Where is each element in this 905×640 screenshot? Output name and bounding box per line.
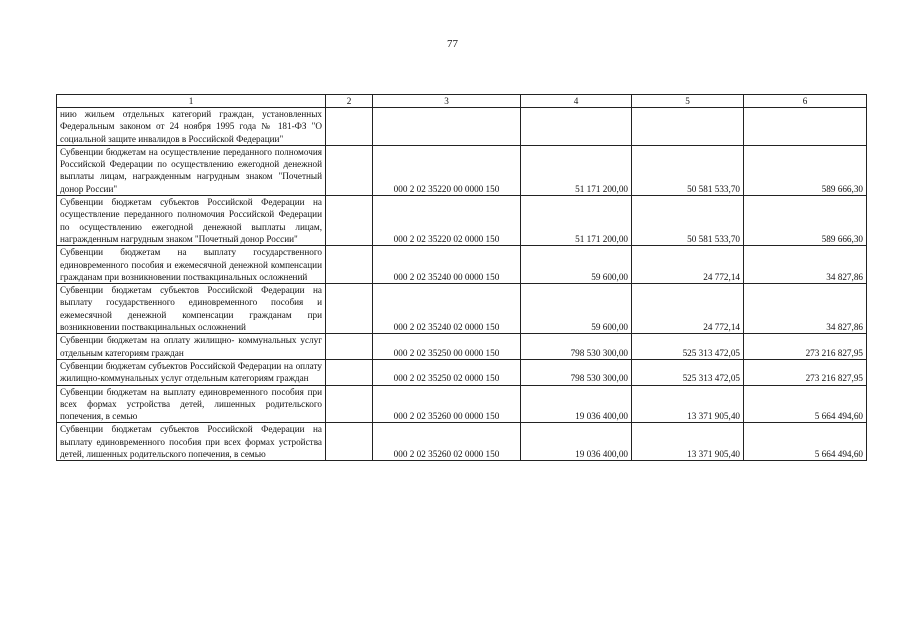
row-col2 — [326, 145, 373, 195]
row-value-6: 273 216 827,95 — [744, 359, 867, 385]
table-row — [57, 423, 867, 461]
table-row — [57, 145, 867, 195]
row-value-4: 51 171 200,00 — [521, 196, 632, 246]
row-value-6: 34 827,86 — [744, 246, 867, 284]
row-description: Субвенции бюджетам на осуществление переданного полномочия Российской Федерации по осуществлению ежегодной денежной выплаты лицам, награжденным нагрудным знаком "Почетный донор России" — [57, 145, 326, 195]
row-col2 — [326, 196, 373, 246]
row-col2 — [326, 423, 373, 461]
row-col2 — [326, 108, 373, 146]
row-value-4: 798 530 300,00 — [521, 334, 632, 360]
row-description: Субвенции бюджетам субъектов Российской Федерации на выплату государственного единовременного пособия и ежемесячной денежной компенсации гражданам при возникновении поствакцинальных осложнений — [57, 284, 326, 334]
row-value-4: 59 600,00 — [521, 284, 632, 334]
row-description: нию жильем отдельных категорий граждан, установленных Федеральным законом от 24 ноября 1995 года № 181-ФЗ "О социальной защите инвалидов в Российской Федерации" — [57, 108, 326, 146]
row-description: Субвенции бюджетам субъектов Российской Федерации на осуществление переданного полномочия Российской Федерации по осуществлению ежегодной денежной выплаты лицам, награжденным нагрудным знаком "Почетный донор России" — [57, 196, 326, 246]
row-description: Субвенции бюджетам субъектов Российской Федерации на оплату жилищно-коммунальных услуг отдельным категориям граждан — [57, 359, 326, 385]
row-value-4: 51 171 200,00 — [521, 145, 632, 195]
row-col2 — [326, 284, 373, 334]
row-code: 000 2 02 35240 02 0000 150 — [373, 284, 521, 334]
row-col2 — [326, 246, 373, 284]
column-header-2: 2 — [326, 95, 373, 108]
budget-table — [56, 94, 867, 461]
row-description: Субвенции бюджетам на выплату единовременного пособия при всех формах устройства детей, лишенных родительского попечения, в семью — [57, 385, 326, 423]
row-col2 — [326, 334, 373, 360]
row-code — [373, 108, 521, 146]
table-row — [57, 284, 867, 334]
row-code: 000 2 02 35260 02 0000 150 — [373, 423, 521, 461]
row-code: 000 2 02 35240 00 0000 150 — [373, 246, 521, 284]
row-code: 000 2 02 35220 00 0000 150 — [373, 145, 521, 195]
table-row — [57, 334, 867, 360]
row-value-4: 19 036 400,00 — [521, 385, 632, 423]
table-row — [57, 108, 867, 146]
row-code: 000 2 02 35220 02 0000 150 — [373, 196, 521, 246]
table-row — [57, 385, 867, 423]
row-value-6: 589 666,30 — [744, 145, 867, 195]
table-row — [57, 246, 867, 284]
row-value-5: 24 772,14 — [632, 246, 744, 284]
page-number: 77 — [447, 38, 458, 50]
table-row — [57, 359, 867, 385]
column-header-1: 1 — [57, 95, 326, 108]
row-value-6: 5 664 494,60 — [744, 385, 867, 423]
row-value-5: 24 772,14 — [632, 284, 744, 334]
row-value-6: 273 216 827,95 — [744, 334, 867, 360]
row-code: 000 2 02 35250 00 0000 150 — [373, 334, 521, 360]
column-header-4: 4 — [521, 95, 632, 108]
row-value-5: 525 313 472,05 — [632, 334, 744, 360]
header-row — [57, 95, 867, 108]
row-col2 — [326, 385, 373, 423]
row-description: Субвенции бюджетам на выплату государственного единовременного пособия и ежемесячной денежной компенсации гражданам при возникновении поствакцинальных осложнений — [57, 246, 326, 284]
row-value-5: 50 581 533,70 — [632, 196, 744, 246]
row-value-4: 19 036 400,00 — [521, 423, 632, 461]
row-code: 000 2 02 35250 02 0000 150 — [373, 359, 521, 385]
column-header-3: 3 — [373, 95, 521, 108]
row-code: 000 2 02 35260 00 0000 150 — [373, 385, 521, 423]
row-value-6: 5 664 494,60 — [744, 423, 867, 461]
row-value-5 — [632, 108, 744, 146]
row-value-5: 50 581 533,70 — [632, 145, 744, 195]
row-value-6: 589 666,30 — [744, 196, 867, 246]
row-value-4: 59 600,00 — [521, 246, 632, 284]
row-value-5: 13 371 905,40 — [632, 385, 744, 423]
row-value-4: 798 530 300,00 — [521, 359, 632, 385]
row-col2 — [326, 359, 373, 385]
row-description: Субвенции бюджетам субъектов Российской Федерации на выплату единовременного пособия при всех формах устройства детей, лишенных родительского попечения, в семью — [57, 423, 326, 461]
column-header-6: 6 — [744, 95, 867, 108]
row-value-6: 34 827,86 — [744, 284, 867, 334]
row-description: Субвенции бюджетам на оплату жилищно- коммунальных услуг отдельным категориям граждан — [57, 334, 326, 360]
column-header-5: 5 — [632, 95, 744, 108]
row-value-4 — [521, 108, 632, 146]
row-value-6 — [744, 108, 867, 146]
row-value-5: 13 371 905,40 — [632, 423, 744, 461]
row-value-5: 525 313 472,05 — [632, 359, 744, 385]
table-row — [57, 196, 867, 246]
